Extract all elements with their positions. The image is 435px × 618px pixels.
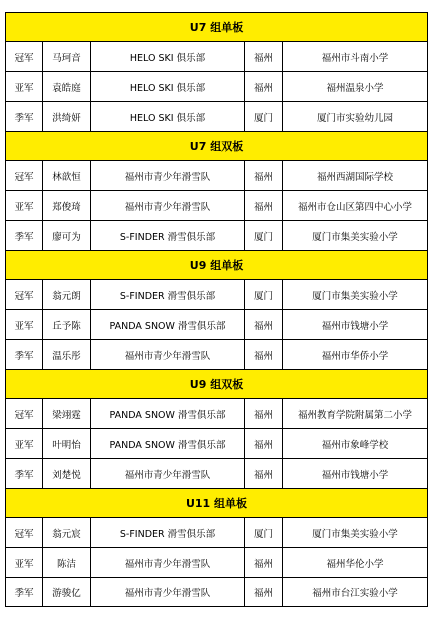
place-cell: 亚军 — [6, 310, 43, 339]
athlete-name-cell: 翁元宸 — [43, 518, 91, 547]
place-cell: 季军 — [6, 102, 43, 131]
table-row — [5, 577, 428, 607]
club-cell: 福州市青少年滑雪队 — [91, 161, 245, 190]
place-cell: 冠军 — [6, 280, 43, 309]
place-cell: 季军 — [6, 459, 43, 488]
club-cell: PANDA SNOW 滑雪俱乐部 — [91, 310, 245, 339]
athlete-name-cell: 林歆恒 — [43, 161, 91, 190]
club-cell: 福州市青少年滑雪队 — [91, 459, 245, 488]
athlete-name-cell: 袁皓庭 — [43, 72, 91, 101]
place-cell: 亚军 — [6, 429, 43, 458]
club-cell: S-FINDER 滑雪俱乐部 — [91, 518, 245, 547]
school-cell: 福州华伦小学 — [326, 558, 384, 570]
table-row — [5, 398, 428, 428]
city-cell: 福州 — [245, 429, 283, 458]
city-cell: 福州 — [245, 459, 283, 488]
place-cell: 亚军 — [6, 72, 43, 101]
section-title: U9 组单板 — [5, 250, 428, 279]
table-row — [5, 71, 428, 101]
city-cell: 福州 — [245, 310, 283, 339]
table-row — [5, 101, 428, 131]
club-cell: HELO SKI 俱乐部 — [91, 72, 245, 101]
city-cell: 福州 — [245, 548, 283, 577]
school-cell: 福州市斗南小学 — [321, 52, 389, 64]
club-cell: 福州市青少年滑雪队 — [91, 578, 245, 606]
place-cell: 冠军 — [6, 161, 43, 190]
club-cell: PANDA SNOW 滑雪俱乐部 — [91, 399, 245, 428]
city-cell: 福州 — [245, 399, 283, 428]
school-cell: 福州市台江实验小学 — [312, 588, 398, 599]
club-cell: PANDA SNOW 滑雪俱乐部 — [91, 429, 245, 458]
school-cell: 福州市钱塘小学 — [321, 320, 389, 332]
place-cell: 季军 — [6, 340, 43, 369]
table-row — [5, 339, 428, 369]
school-cell: 厦门市集美实验小学 — [312, 528, 398, 540]
place-cell: 亚军 — [6, 191, 43, 220]
table-row — [5, 309, 428, 339]
section-title: U7 组双板 — [5, 131, 428, 160]
results-table — [5, 12, 428, 607]
athlete-name-cell: 马珂音 — [43, 42, 91, 71]
athlete-name-cell: 丘予陈 — [43, 310, 91, 339]
club-cell: HELO SKI 俱乐部 — [91, 42, 245, 71]
school-cell: 福州市华侨小学 — [321, 350, 389, 362]
club-cell: 福州市青少年滑雪队 — [91, 548, 245, 577]
school-cell: 福州教育学院附属第二小学 — [297, 409, 412, 421]
place-cell: 冠军 — [6, 399, 43, 428]
table-row — [5, 547, 428, 577]
table-row — [5, 190, 428, 220]
table-row — [5, 428, 428, 458]
athlete-name-cell: 翁元朗 — [43, 280, 91, 309]
place-cell: 季军 — [6, 578, 43, 606]
club-cell: HELO SKI 俱乐部 — [91, 102, 245, 131]
section-title: U11 组单板 — [5, 488, 428, 517]
city-cell: 福州 — [245, 72, 283, 101]
city-cell: 厦门 — [245, 518, 283, 547]
place-cell: 冠军 — [6, 42, 43, 71]
table-row — [5, 279, 428, 309]
club-cell: S-FINDER 滑雪俱乐部 — [91, 221, 245, 250]
place-cell: 季军 — [6, 221, 43, 250]
club-cell: 福州市青少年滑雪队 — [91, 191, 245, 220]
city-cell: 厦门 — [245, 221, 283, 250]
city-cell: 福州 — [245, 191, 283, 220]
club-cell: S-FINDER 滑雪俱乐部 — [91, 280, 245, 309]
athlete-name-cell: 游骏亿 — [43, 578, 91, 606]
place-cell: 亚军 — [6, 548, 43, 577]
city-cell: 福州 — [245, 161, 283, 190]
school-cell: 厦门市集美实验小学 — [312, 231, 398, 243]
table-row — [5, 517, 428, 547]
school-cell: 福州市象峰学校 — [321, 439, 389, 451]
athlete-name-cell: 温乐彤 — [43, 340, 91, 369]
athlete-name-cell: 廖可为 — [43, 221, 91, 250]
city-cell: 厦门 — [245, 102, 283, 131]
school-cell: 厦门市集美实验小学 — [312, 290, 398, 302]
school-cell: 厦门市实验幼儿园 — [316, 112, 393, 124]
school-cell: 福州西湖国际学校 — [316, 171, 393, 183]
section-title: U9 组双板 — [5, 369, 428, 398]
athlete-name-cell: 刘楚悦 — [43, 459, 91, 488]
athlete-name-cell: 郑俊琦 — [43, 191, 91, 220]
athlete-name-cell: 梁翊霆 — [43, 399, 91, 428]
table-row — [5, 220, 428, 250]
table-row — [5, 458, 428, 488]
section-title: U7 组单板 — [5, 12, 428, 41]
table-row — [5, 160, 428, 190]
club-cell: 福州市青少年滑雪队 — [91, 340, 245, 369]
city-cell: 厦门 — [245, 280, 283, 309]
school-cell: 福州温泉小学 — [326, 82, 384, 94]
city-cell: 福州 — [245, 42, 283, 71]
city-cell: 福州 — [245, 340, 283, 369]
athlete-name-cell: 洪绮妍 — [43, 102, 91, 131]
school-cell: 福州市钱塘小学 — [321, 469, 389, 481]
athlete-name-cell: 陈洁 — [43, 548, 91, 577]
athlete-name-cell: 叶明怡 — [43, 429, 91, 458]
table-row — [5, 41, 428, 71]
city-cell: 福州 — [245, 578, 283, 606]
school-cell: 福州市仓山区第四中心小学 — [297, 201, 412, 213]
place-cell: 冠军 — [6, 518, 43, 547]
